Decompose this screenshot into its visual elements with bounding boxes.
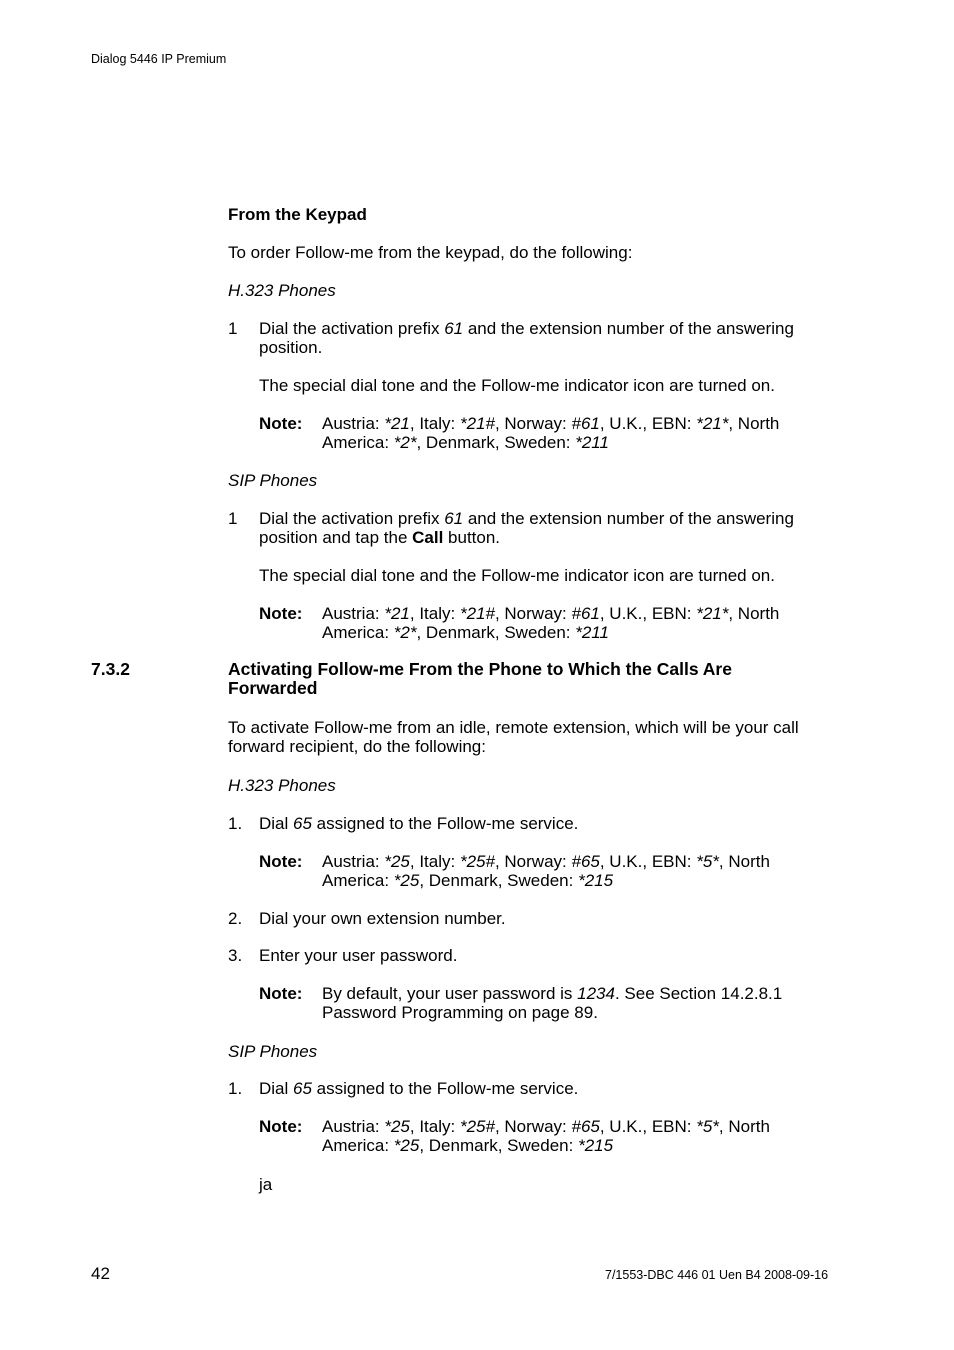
running-header: Dialog 5446 IP Premium [91,52,227,66]
h323-label: H.323 Phones [228,776,336,795]
step-number: 1. [228,1079,243,1098]
document-id: 7/1553-DBC 446 01 Uen B4 2008-09-16 [605,1268,829,1282]
step-number: 1 [228,319,238,338]
h323-label: H.323 Phones [228,281,336,300]
step-text-cont: position and tap the Call button. [259,528,501,547]
step-text-cont: position. [259,338,323,357]
section-intro: To activate Follow-me from an idle, remote extension, which will be your call [228,718,799,737]
note-text-cont: America: *2*, Denmark, Sweden: *211 [322,433,609,452]
step-result: The special dial tone and the Follow-me indicator icon are turned on. [259,566,775,585]
sip-label: SIP Phones [228,471,318,490]
page-number: 42 [91,1264,110,1283]
note-text: By default, your user password is 1234. See Section 14.2.8.1 [322,984,783,1003]
sip-label: SIP Phones [228,1042,318,1061]
section-intro-cont: forward recipient, do the following: [228,737,486,756]
section-number: 7.3.2 [91,659,130,679]
note-label: Note: [259,984,303,1003]
note-text: Austria: *21, Italy: *21#, Norway: #61, U.K., EBN: *21*, North [322,604,780,623]
trailing-text: ja [259,1175,273,1194]
note-text: Austria: *25, Italy: *25#, Norway: #65, U.K., EBN: *5*, North [322,1117,770,1136]
note-text: Austria: *25, Italy: *25#, Norway: #65, U.K., EBN: *5*, North [322,852,770,871]
step-number: 3. [228,946,243,965]
step-number: 2. [228,909,243,928]
keypad-intro: To order Follow-me from the keypad, do the following: [228,243,633,262]
section-title-cont: Forwarded [228,678,318,698]
note-label: Note: [259,852,303,871]
step-text: Dial your own extension number. [259,909,506,928]
note-text-cont: Password Programming on page 89. [322,1003,598,1022]
note-label: Note: [259,414,303,433]
note-label: Note: [259,1117,303,1136]
section-title: Activating Follow-me From the Phone to Which the Calls Are [228,659,732,679]
note-label: Note: [259,604,303,623]
note-text: Austria: *21, Italy: *21#, Norway: #61, U.K., EBN: *21*, North [322,414,780,433]
step-text: Dial 65 assigned to the Follow-me service. [259,1079,579,1098]
step-text: Enter your user password. [259,946,458,965]
note-text-cont: America: *2*, Denmark, Sweden: *211 [322,623,609,642]
note-text-cont: America: *25, Denmark, Sweden: *215 [322,871,614,890]
step-number: 1 [228,509,238,528]
step-result: The special dial tone and the Follow-me indicator icon are turned on. [259,376,775,395]
note-text-cont: America: *25, Denmark, Sweden: *215 [322,1136,614,1155]
step-text: Dial 65 assigned to the Follow-me service. [259,814,579,833]
step-number: 1. [228,814,243,833]
step-text: Dial the activation prefix 61 and the extension number of the answering [259,319,794,338]
step-text: Dial the activation prefix 61 and the extension number of the answering [259,509,794,528]
subheading-from-keypad: From the Keypad [228,205,367,224]
